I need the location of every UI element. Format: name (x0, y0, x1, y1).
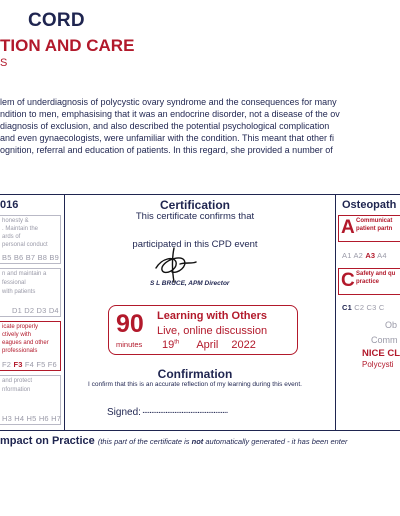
standard-f-line-4: professionals (2, 348, 38, 354)
theme-a-line-1: Communicat (356, 218, 393, 224)
standard-h-line-2: nformation (2, 387, 31, 393)
signature-line[interactable]: ................................................ (142, 405, 228, 416)
standard-d-line-1: n and maintain a (2, 271, 47, 277)
theme-c-line-1: Safety and qu (356, 271, 396, 277)
impact-note: (this part of the certificate is not automatically generated - it has been enter (97, 437, 348, 446)
standard-f-codes: F2 F3 F4 F5 F6 (2, 360, 57, 369)
theme-a-codes: A1 A2 A3 A4 (342, 251, 387, 260)
standards-year: 016 (0, 199, 19, 211)
standard-b-line-3: ards of (2, 234, 21, 240)
theme-a-line-2: patient partn (356, 226, 393, 232)
standard-h-codes: H3 H4 H5 H6 H7 (2, 414, 62, 423)
theme-letter-c: C (341, 270, 355, 291)
director-signature (150, 244, 200, 284)
section-subtitle: TION AND CARE (0, 36, 135, 55)
event-year: 2022 (231, 339, 256, 351)
event-day-suffix: th (174, 339, 180, 346)
section-subline: S (0, 57, 8, 69)
certificate-top-rule (0, 194, 400, 195)
intro-line-3: diagnosis of exclusion, and also described the potential psychological complication (0, 121, 330, 131)
event-month: April (196, 339, 219, 351)
nice-topic: Polycysti (362, 360, 394, 369)
duration-value: 90 (116, 310, 144, 338)
standard-d-codes: D1 D2 D3 D4 (12, 306, 59, 315)
selected-code-c1: C1 (342, 303, 352, 312)
certification-line-1: This certificate confirms that (135, 211, 255, 222)
event-day: 19 (162, 339, 175, 351)
standard-f-line-3: eagues and other (2, 340, 49, 346)
event-type: Live, online discussion (157, 325, 268, 337)
standard-b-line-4: personal conduct (2, 242, 48, 248)
certification-line-2: participated in this CPD event (132, 239, 258, 250)
impact-title: mpact on Practice (0, 435, 95, 447)
confirmation-title: Confirmation (157, 367, 233, 381)
signatory-name: S L BRUCE, APM Director (150, 280, 230, 287)
objectives-label: Ob (385, 320, 398, 330)
right-divider (335, 194, 336, 430)
impact-heading (0, 435, 348, 447)
standard-b-line-2: . Maintain the (2, 226, 39, 232)
intro-line-5: ognition, referral and education of patients. In this regard, she provided a number of (0, 145, 333, 155)
event-date (162, 339, 256, 351)
standard-d-line-2: fessional (2, 280, 26, 286)
intro-line-1: lem of underdiagnosis of polycystic ovary syndrome and the consequences for many (0, 97, 337, 107)
duration-unit: minutes (116, 340, 143, 349)
nice-clinical-label: NICE CL (362, 348, 400, 359)
selected-code-a3: A3 (365, 251, 376, 260)
standard-f-line-1: icate properly (2, 324, 39, 330)
commentary-label: Comm (371, 335, 398, 345)
standard-h-line-1: and protect (2, 378, 33, 384)
theme-letter-a: A (341, 217, 355, 238)
event-title: Learning with Others (157, 310, 268, 322)
intro-line-4: and even gynaecologists, were unfamiliar with the condition. This meant that other fi (0, 133, 335, 143)
osteopath-standards-title: Osteopath (342, 199, 397, 211)
standard-b-codes: B5 B6 B7 B8 B9 (2, 253, 60, 262)
certification-title: Certification (159, 198, 230, 212)
intro-line-2: ndition to men, emphasising that it was an endocrine disorder, not a disease of the ov (0, 109, 340, 119)
selected-code-f3: F3 (13, 360, 23, 369)
theme-c-codes: C1 C2 C3 C (342, 303, 385, 312)
standard-b-line-1: honesty & (2, 218, 29, 224)
left-divider (64, 194, 65, 430)
theme-c-line-2: practice (356, 279, 380, 285)
confirmation-text: I confirm that this is an accurate reflection of my learning during this event. (88, 381, 302, 388)
record-title: CORD (28, 10, 85, 31)
standard-f-line-2: ctively with (2, 332, 32, 338)
signed-label: Signed: (107, 407, 141, 418)
certificate-bottom-rule (0, 430, 400, 431)
standard-d-line-3: with patients (2, 289, 36, 295)
